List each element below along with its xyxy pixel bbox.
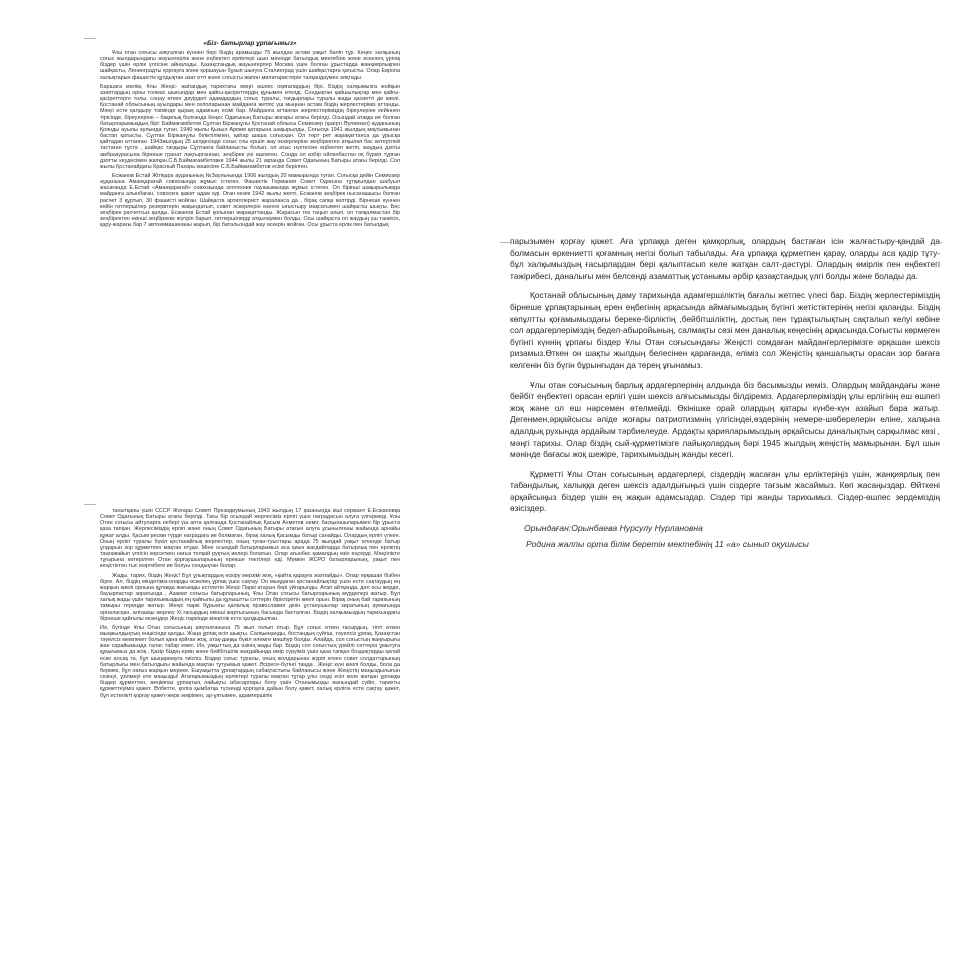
document-page-3 (100, 508, 400, 948)
paragraph: Ұлы отан соғысы аяқталған күннен бері біздің арамызды 75 жылдан астам уақыт бөліп тұр. Кеңес халқының соғыс жылдарындағы жауынгерлік және еңбектегі ерліктері шын мәнінде батылдық мектебіне және өскелең ұрпақ біздер үшін ерлік үлгісіне айналады. Қазақстандық жауынгерлер Москва үшін болған ұрыстарда жанқиярлықпен шайқасты, Ленинградты қорғауға және қоршауын бұзып шығуға Сталинград үшін шайқастарға қатысты. Олар Европа халықтарын фашистік құлдықтан азат етті және соғысты жапон милитаристерін талқандаумен аяқтады. (100, 50, 400, 81)
author-line: Орындаған:Орынбаева Нурсулу Нурлановна (524, 523, 703, 534)
paragraph: Иә, бүгінде Ұлы Отан соғысының аяқталғанына 75 жыл толып отыр. Бұл соғыс өткен ғасырдың, тіпті өткен мыңжылдықтың еншісінде қалды. Жаңа ұрпақ өсіп шықты. Салқынқанды, бостандық сүйгіш, тәуелсіз ұрпақ. Қазақстан тәуелсіз мемлекет болып қана қойған жоқ, атақ-даңқы бүкіл әлемге мәшһүр болды. Алайда, сол соғыстың жаңғырығы жан сарайымызда талас табар емес. Иә, уақыттың да өзінің жады бар. Біздің сол соғыстың үрейлі сәттерін ұмытуға құқығымыз да жоқ . Қазір біздің еркін және бейбітшілік жағдайында өмір сүруіміз үшін қаза тапқан боздақтарды қалай еске алсақ та, бұл шыңармауға тиіспіз. Біздер соғыс туралы, оның жолдарынан жүріп өткен совет солдаттарының батырлығы мен батылдығы жайында мақтан тұтуымыз қажет. Әсіресе-бүгінгі таңда . Жеңіс күні киелі болды, бола да бермек, бұл нағыз жарқын мереке. Ешуақытта ұрпақтардың сабақтастығы байланысы және Жеңістің маңыздылығын сезінуі, ұзілмеуі өте маңызды! Аталарымыздың ерліктері туралы мақтан тұтар ұлы сезді есіп келе жатқан ұрпаққа біздер құрметтен, жеңімпаз ұрпақтың лайықты ізбасарлары болу үшін Отанымызды жанындай сүйіп, тарихты құрметтеуіміз қажет. Әлбетте, қолға қымбатқа түскенді қорғауға дайын болу қажет, халық ерлігін есте сақтау қажет, бұл естелікті қорғау қажет-жерк әмірімен, ар-ұятымен, адамгершілік (100, 624, 400, 699)
crop-mark (84, 38, 96, 39)
paragraph: парызымен қорғау қажет. Аға ұрпаққа деген қамқорлық, олардың бастаған ісін жалғастыру-қандай да болмасын өркениетті қоғамның негізі болып табылады. Аға ұрпаққа құрметпен қарау, оларды аса қадір тұту-бұл халқымыздың ғасырлардан бері қалыптасып келе жатқан салт-дәстүрі. Олардың өмірлік пен еңбектегі тәжірибесі, даналығы мен белсенді азаматтық ұстанымы әрбір қазақстандық үлгі болды және болады да. (510, 236, 940, 281)
document-page-1 (100, 36, 400, 466)
paragraph: Ұлы отан соғысының барлық ардагерлерінің алдында біз басымызды иеміз. Олардың майдандағы және бейбіт еңбектегі орасан ерлігі үшін шексіз алғысымызды білдіреміз. Ардагерлеріміздің ұлы ерлігінің еш өшпегі жоқ және ол еш нәрсемен өтелмейді. Өкінішке орай олардың қатары күнбе-күн азайып бара жатыр. Дегенмен,әрқайсысы әліде жоғары патриотизмнің үлгісіндеі,өздерінің немере-шөберелерін еліне, халқына адалдық рухында әрдайым тәрбиелеуде. Ардақты қарияларымыздың әрқайсысы даналықтың сарқылмас көзі , мәңгі тарихы. Олар біздің сый-құрметімізге лайықолардың бәрі 1945 жылдың жеңістің мамырынан. Бұл шын мәнінде бағасы жоқ шежіре, тарихымыздың жанды кесегі. (510, 379, 940, 460)
paragraph: танытқаны үшін СССР Жоғары Советі Президиумының 1943 жылдың 17 қазанында кіші сержант Е.Есжановқа Совет Одағының Батыры атағы берілді. Тағы бір осындай жерлесіміз ерлігі үшін наградасын алуға үлгермеді. Ұлы Отан соғысы айтуларға небері үш апта қалғанда Қостанайлық Қасым Ахметов неміс басқыншыларымен бір ұрыста қаза тапқан. Жерлесіміздің ерлігі және оның Совет Одағының Батыры атағын алуға ұсынылғаны жайында арнайы құжат алды. Қасым ресми түрде наградаға ие болмаған, бірақ халық Қасымды батыр санайды. Олардың ерлігі үлкен. Оның ерлігі туралы бүкіл қостанайлық жерлестер, оның туған-туыстары арада 75 жылдай уақыт өткенде батыр ұлдарын зор құрметпен мақтан етуде. Міне осындай батырларымыз аса қиын жағдайларда батырлық пен ерліктің таңғажайып үлгісін көрсеткен нағыз толқай руқтың иелері болатын. Олар ағынбас қамалдың өзін еңсерді. Мәңгілікте тұғырына көтерілген Отан қорғаушыларының ерекше тектілері еді. Мүмкін ЖСРО батырларының, уақыт пен кеңістіктен тыс мәртебеге ие болуы сондықтан болар. (100, 508, 400, 570)
page-title: «Біз- батырлар ұрпағымыз» (203, 40, 297, 47)
paragraph: Есжанов Естай Жітіқара ауданының №Заульнында 1906 жылдың 20 мамырында туған. Соғысқа дейін Семиозер ауданына Аманқарағай совхозында жұмыс істеген. Фашистік Германия Совет Одағына тұтқиылдан шабуыл жасағанда Е.Естай «Аманқарағай» совхозында зоотехник лауазымында жұмыс істеген. Ол бірінші шақырылымда майданға алынбаған, совхозға қажет адам еді. Оған кезек 1942 жылы желті. Есжанов зеңбірек нысанашысы болған расчет 3 құртып, 30 фашисті жойған. Шайқаста артиллерист жараланса да , бірақ сапқа келтірді. Бірнеше күннен кейін гитлершілер резервтерін жақындатып, совет әскерлерін өзенге ығыстыру мақсатымен шайқасты шықты. Бес зеңбірек расчетсыз қалды. Есжанов Естай қолынан жарақаттанды. Жарасын тез таңып алып, ол тапқалмастан бір зеңбіректен екінші зеңбірекке жүгіріп барып, гитлершілерді атқылаумен болды. Осы шайқаста ол жаудың үш танкісін, қару-жарағы бар 7 автокөмашинаны жарып, бір батальондай жау әскерін жойған. Осы ұрыста ерлік пен батылдық (100, 172, 400, 229)
paragraph: Қостанай облысының даму тарихында адамгершіліктің бағалы жетпес үлесі бар. Біздің жерлестеріміздің бірнеше ұрпақтарының ерен еңбегінің арқасында аймағымыздың бүгінгі жетістіктерінің негізі қаланды. Біздің көпұлтты қоғамымыздағы береке-бірліктің ,бейбітшіліктің, достық пен тұрақтылықтың сақталып келуі көбіне сол ардагерлеріміздің бедел-абыройының, салмақты сөзі мен даналық кеңесінің арқасында.Соғысты көрмеген бүгінгі күннің ұрпағы біздер Ұлы Отан соғысындағы Жеңісті сомдаған майдангерлерімізге әрқашан шексіз ризамыз.Өткен он шақты жылдың белесінен қарағанда, еліміз сол Жеңістің қаншалықты орасан зор бағаға келгенін біз бүгін бұрынғыдан да терең ұғынамыз. (510, 290, 940, 370)
school-line: Родина жалпы орта білім беретін мектебінің 11 «а» сынып оқушысы (526, 539, 809, 550)
paragraph: Жады, тарих, біздің Жеңіс! Бұл ұлықтардың өскіру мерзімі жоқ, «қайта қарауға жатпайды». Олар әрқашан бізбен бірге. Ал, біздің міндетіміз-оларды өскелең ұрпақ үшін сақтау. Он мыңдаған қостанайлықтар үшін есте сақтаудың ең жарқын киелі орнына құлаққа жағымды естілетін Жеңіс Паркі атауын бері уйғарылды. Атап айтқанда, дәл осы жерде, бауырластар зиратында , Азамат соғысы батырларының, Ұлы Отан соғысы батырларының мүрделері жатыр. Бұл халық жады үшін тарихымыздың ең қайғылы да құлыштты сәттерін біріктіретін киелі орын. Бірақ оның бай тарихының тамыры тереңде жатыр. Жеңіс паркі бұрынғы қалалық православия дінін ұстанушылар зиратының аумағында орналасқан, алғашқы жерлеу XI ғасырдың екінші жартысының басында басталған. Біздің халқымыздың тарихындағы бірнеше қайғылы кезеңдер Жеңіс паркінде мәңгілік есте қалдырылған. (100, 572, 400, 622)
paragraph: Құрметті Ұлы Отан соғысының ардагерлері, сіздердің жасаған ұлы ерліктеріңіз үшін, жанқиярлық пен табандылық, халыққа деген шексіз адалдығыңыз үшін сіздерге тағзым жасаймыз. Көп жасаңыздар. Өйткені әрқайсыңыз біздер үшін ең жақын адамсыздар. Сіздер тірі жанды тарихымыз. Сіздер-өшпес зердеміздің өзісіздер. (510, 468, 940, 514)
document-page-2 (510, 236, 940, 636)
paragraph: Баршаға мәлім, Ұлы Жеңіс- жаһандық тарихтағы мәңгі өшпес оқиғалардың бірі. Біздің халқымызға жойқын азаптардың орны толмас шығындар мен қайғы-қасіреттердің құнымен өтелді. Сондықтан қайшылықтар мен қайғы-қасіреттерге толы, сонау өткен дәуірдегі адамдардың соғыс туралы, тағдырлары туралы жады қасиетті де киелі. Қостанай облысының ауылдары мен селоларынан майданға жетпіс үш мыңнан астам біздің жерлестеріміз аттанды. Мәңгі есте қалдыру тізімінде қырық адамның есімі бар. Майданға аттанған жерлестеріміздің біреулеріне кейіннен тірісінде, біреулеріне – бақилық болғанда Кеңес Одағының Батыры жоғары атағы берілді. Осындай атаққа ие болған батырларымыздың бірі: Баймағамбетов Сұлтан Біржанұлы Қостанай облысы Семиозер (қазіргі Әулиекөл) ауданының Қоянды ауылы аулында туған. 1940 жылы Қызыл Армия қатарына шақырылды. Соғысқа 1941 жылдың маусымынан бастап қатысты. Сұлтан Біржанұлы біліктілікпен, қаһар шаша соғысқан. Ол төрт рет жарақаттанса да ұрысқа қайтадан аттанған. 1943жылдың 25 шілдесінде соғыс оты ершіп жау әскерлеріне зеңбіректен атқылап бас көтертпей тастаған тұста , шайқас тағдыры Сұлтанға байланысты болып, ол атыс нүктесіне еңбектеп жетіп, жаудың дзоты амбразурасына бірнеше гранат лақтырғаннан, зеңбірек үні өшпеген. Сонда ол өзбір ойланбастан оқ бүркіп тұрған дзотты кеудесімен жапқан.С.Б.Баймағамбетовке 1944 жылы 21 ақпанда Совет Одағының Батыры атағы берілді. Сол жылы Қостанайдағы Красный Пахарь көшесіне С.Б.Баймағамбетов есімі берілген. (100, 83, 400, 170)
crop-mark (84, 504, 96, 505)
